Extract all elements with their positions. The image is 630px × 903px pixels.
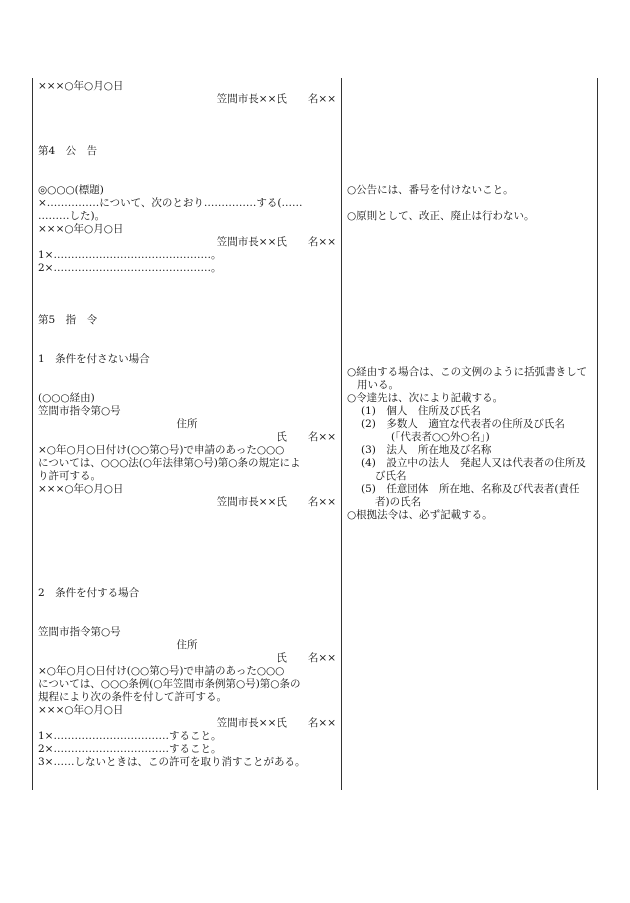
- subsection-heading: 1 条件を付さない場合: [38, 353, 150, 365]
- note: ○経由する場合は、この文例のように括弧書きして用いる。: [347, 366, 588, 391]
- section-heading-notice: 第4 公 告: [38, 145, 98, 157]
- notice-item: 2×………………………………………。: [38, 262, 222, 274]
- order-body-line: については、○○○法(○年法律第○号)第○条の規定によ: [38, 457, 301, 469]
- condition-item: 1×……………………………すること。: [38, 730, 222, 742]
- order-body-line: については、○○○条例(○年笠間市条例第○号)第○条の: [38, 678, 301, 690]
- table-right-border: [597, 78, 598, 790]
- mayor-signature: 笠間市長××氏 名××: [216, 717, 336, 729]
- notice-body-line: ×……………について、次のとおり……………する(……: [38, 197, 303, 209]
- table-left-border: [32, 78, 33, 790]
- notice-item: 1×………………………………………。: [38, 249, 222, 261]
- recipient-rule: (「代表者○○外○名」): [391, 431, 490, 443]
- mayor-signature: 笠間市長××氏 名××: [216, 496, 336, 508]
- note: ○令達先は、次により記載する。: [347, 392, 504, 404]
- example-column: [38, 80, 336, 769]
- mayor-signature: 笠間市長××氏 名××: [216, 236, 336, 248]
- name-label: 氏 名××: [276, 431, 336, 443]
- notice-body-line: ………した)。: [38, 210, 106, 222]
- section-heading-order: 第5 指 令: [38, 314, 98, 326]
- order-body-line: り許可する。: [38, 470, 101, 482]
- date-line: ×××○年○月○日: [38, 704, 124, 716]
- recipient-rule: (3) 法人 所在地及び名称: [361, 444, 492, 456]
- name-label: 氏 名××: [276, 652, 336, 664]
- notice-title: ◎○○○(標題): [38, 184, 104, 196]
- order-body-line: ×○年○月○日付け(○○第○号)で申請のあった○○○: [38, 444, 285, 456]
- recipient-rule: (2) 多数人 適宜な代表者の住所及び氏名: [361, 418, 565, 430]
- recipient-rule: (1) 個人 住所及び氏名: [361, 405, 481, 417]
- note: ○公告には、番号を付けないこと。: [347, 184, 514, 196]
- order-body-line: ×○年○月○日付け(○○第○号)で申請のあった○○○: [38, 665, 285, 677]
- date-line: ×××○年○月○日: [38, 223, 124, 235]
- note: ○原則として、改正、廃止は行わない。: [347, 210, 535, 222]
- subsection-heading: 2 条件を付する場合: [38, 587, 140, 599]
- via-label: (○○○経由): [38, 392, 95, 404]
- address-label: 住所: [176, 639, 198, 651]
- date-line: ×××○年○月○日: [38, 483, 124, 495]
- order-body-line: 規程により次の条件を付して許可する。: [38, 691, 227, 703]
- order-number: 笠間市指令第○号: [38, 405, 121, 417]
- notes-column: [347, 80, 592, 522]
- order-number: 笠間市指令第○号: [38, 626, 121, 638]
- date-line: ×××○年○月○日: [38, 80, 124, 92]
- mayor-signature: 笠間市長××氏 名××: [216, 93, 336, 105]
- condition-item: 2×……………………………すること。: [38, 743, 222, 755]
- table-middle-divider: [341, 78, 342, 790]
- condition-item: 3×……しないときは、この許可を取り消すことがある。: [38, 756, 306, 768]
- note: ○根拠法令は、必ず記載する。: [347, 509, 493, 521]
- address-label: 住所: [176, 418, 198, 430]
- recipient-rule: (4) 設立中の法人 発起人又は代表者の住所及び氏名: [361, 457, 586, 482]
- recipient-rule: (5) 任意団体 所在地、名称及び代表者(責任者)の氏名: [361, 483, 580, 508]
